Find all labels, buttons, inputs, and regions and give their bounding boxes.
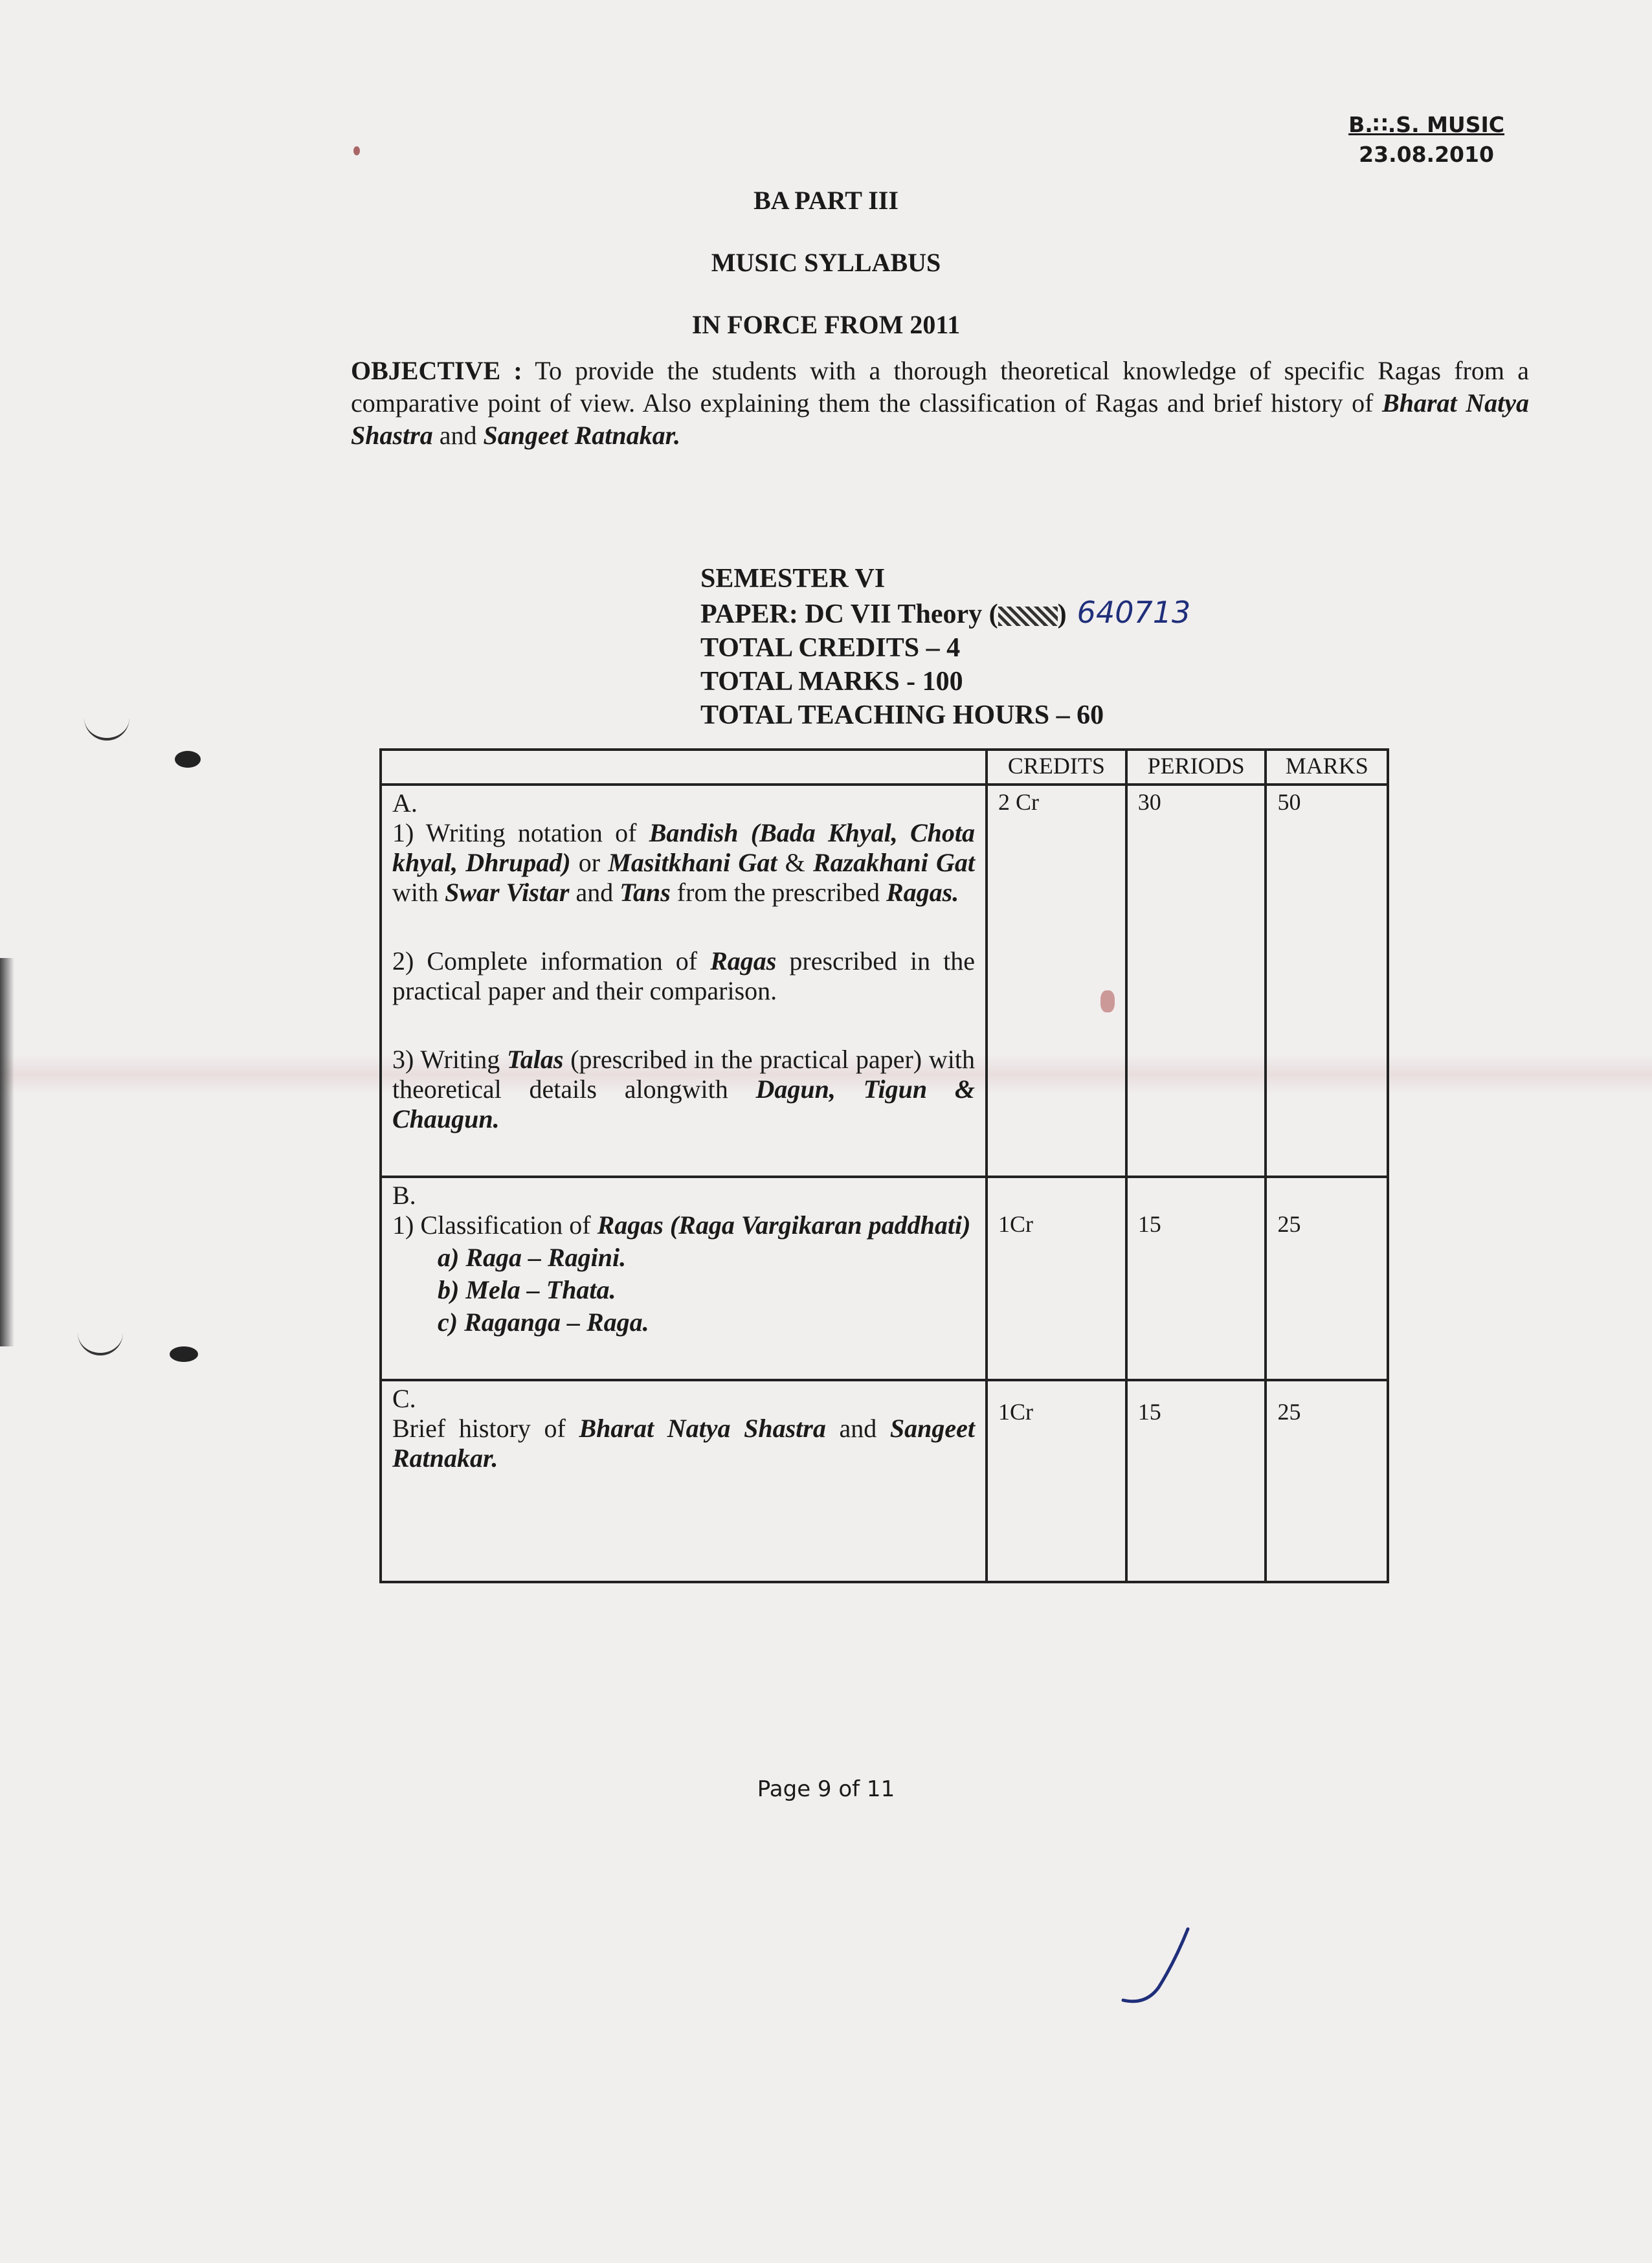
bos-stamp [1348, 110, 1504, 170]
text: and [825, 1414, 890, 1443]
table-row-section-b [381, 1177, 1388, 1380]
page-number: Page 9 of 11 [757, 1776, 895, 1802]
italic-text: Ragas (Raga Vargikaran paddhati) [597, 1210, 971, 1240]
italic-text: Swar Vistar [445, 878, 570, 907]
section-a-marks: 50 [1266, 785, 1388, 1177]
semester-block [700, 562, 1190, 732]
section-c-credits: 1Cr [987, 1380, 1126, 1582]
section-a-credits: 2 Cr [987, 785, 1126, 1177]
page-title-in-force: IN FORCE FROM 2011 [691, 310, 961, 339]
text: 1) Classification of [392, 1210, 597, 1240]
page-title-syllabus: MUSIC SYLLABUS [711, 248, 941, 277]
total-marks: TOTAL MARKS - 100 [700, 667, 963, 697]
total-hours: TOTAL TEACHING HOURS – 60 [700, 700, 1104, 730]
objective-label: OBJECTIVE : [351, 356, 522, 385]
section-a-periods: 30 [1126, 785, 1266, 1177]
section-a-label: A. [392, 788, 418, 818]
objective-paragraph [351, 355, 1529, 452]
section-b-marks: 25 [1266, 1177, 1388, 1380]
section-b-credits: 1Cr [987, 1177, 1126, 1380]
text: 1) Writing notation of [392, 818, 649, 847]
section-c-text [392, 1414, 975, 1473]
handwritten-tick-mark [1120, 1923, 1191, 2013]
section-b-periods: 15 [1126, 1177, 1266, 1380]
section-c-marks: 25 [1266, 1380, 1388, 1582]
section-a-item-2 [392, 946, 975, 1006]
header-periods: PERIODS [1126, 750, 1266, 785]
text: and [569, 878, 620, 907]
text: or [570, 848, 608, 877]
text: from the prescribed [670, 878, 886, 907]
text: with [392, 878, 445, 907]
objective-text: To provide the students with a thorough theoretical knowledge of specific Ragas from a comparative point of view. Also explaining them the classification of Ragas and brief history of [351, 356, 1529, 418]
table-header-row [381, 750, 1388, 785]
punch-hole [84, 699, 129, 741]
section-c-content [381, 1380, 987, 1582]
header-marks: MARKS [1266, 750, 1388, 785]
syllabus-table [379, 748, 1389, 1583]
text: 2) Complete information of [392, 946, 711, 975]
text: 3) Writing [392, 1045, 507, 1074]
italic-text: Tans [620, 878, 671, 907]
paper-line [700, 596, 1190, 631]
scan-speck [353, 146, 360, 155]
italic-text: Dagun, Tigun & Chaugun. [392, 1075, 976, 1133]
objective-italic-2: Sangeet Ratnakar. [483, 421, 681, 450]
list-item: c) Raganga – Raga. [438, 1308, 649, 1337]
section-b-content [381, 1177, 987, 1380]
italic-text: Razakhani Gat [812, 848, 975, 877]
section-b-sublist [392, 1243, 975, 1337]
list-item: a) Raga – Ragini. [438, 1243, 627, 1272]
semester-label: SEMESTER VI [700, 564, 886, 594]
header-credits: CREDITS [987, 750, 1126, 785]
total-credits: TOTAL CREDITS – 4 [700, 633, 961, 663]
text: & [777, 848, 813, 877]
table-row-section-c [381, 1380, 1388, 1582]
scan-speck [175, 751, 201, 768]
bos-title: B.∷.S. MUSIC [1348, 112, 1504, 137]
table-row-section-a [381, 785, 1388, 1177]
handwritten-paper-code: 640713 [1077, 595, 1191, 630]
text: (prescribed in the practical paper) with theoretical details alongwith [392, 1045, 975, 1104]
italic-text: Talas [506, 1045, 564, 1074]
italic-text: Sangeet Ratnakar. [392, 1414, 975, 1473]
text: Brief history of [392, 1414, 579, 1443]
section-a-content [381, 785, 987, 1177]
section-a-item-3 [392, 1045, 975, 1134]
italic-text: Bharat Natya Shastra [579, 1414, 826, 1443]
crossed-out-scribble [998, 607, 1058, 626]
list-item: b) Mela – Thata. [438, 1275, 616, 1304]
paper-label: PAPER: DC VII Theory ( [700, 599, 998, 629]
objective-italic-1: Bharat Natya Shastra [351, 388, 1529, 450]
section-a-item-1 [392, 818, 975, 908]
header-blank-cell [381, 750, 987, 785]
page-title-part: BA PART III [753, 186, 899, 215]
italic-text: Ragas. [886, 878, 959, 907]
section-c-periods: 15 [1126, 1380, 1266, 1582]
italic-text: Masitkhani Gat [608, 848, 777, 877]
page-left-edge-shadow [0, 958, 14, 1346]
italic-text: Ragas [710, 946, 777, 975]
objective-text-2: and [432, 421, 484, 450]
section-b-item-1 [392, 1210, 975, 1240]
italic-text: Bandish (Bada Khyal, Chota khyal, Dhrupad) [392, 818, 976, 877]
section-c-label: C. [392, 1384, 416, 1413]
section-b-label: B. [392, 1181, 416, 1210]
punch-hole [78, 1314, 123, 1355]
bos-date: 23.08.2010 [1359, 142, 1494, 167]
paper-close: ) [1057, 599, 1067, 629]
scan-speck [170, 1346, 198, 1362]
text: prescribed in the practical paper and their comparison. [392, 946, 976, 1005]
